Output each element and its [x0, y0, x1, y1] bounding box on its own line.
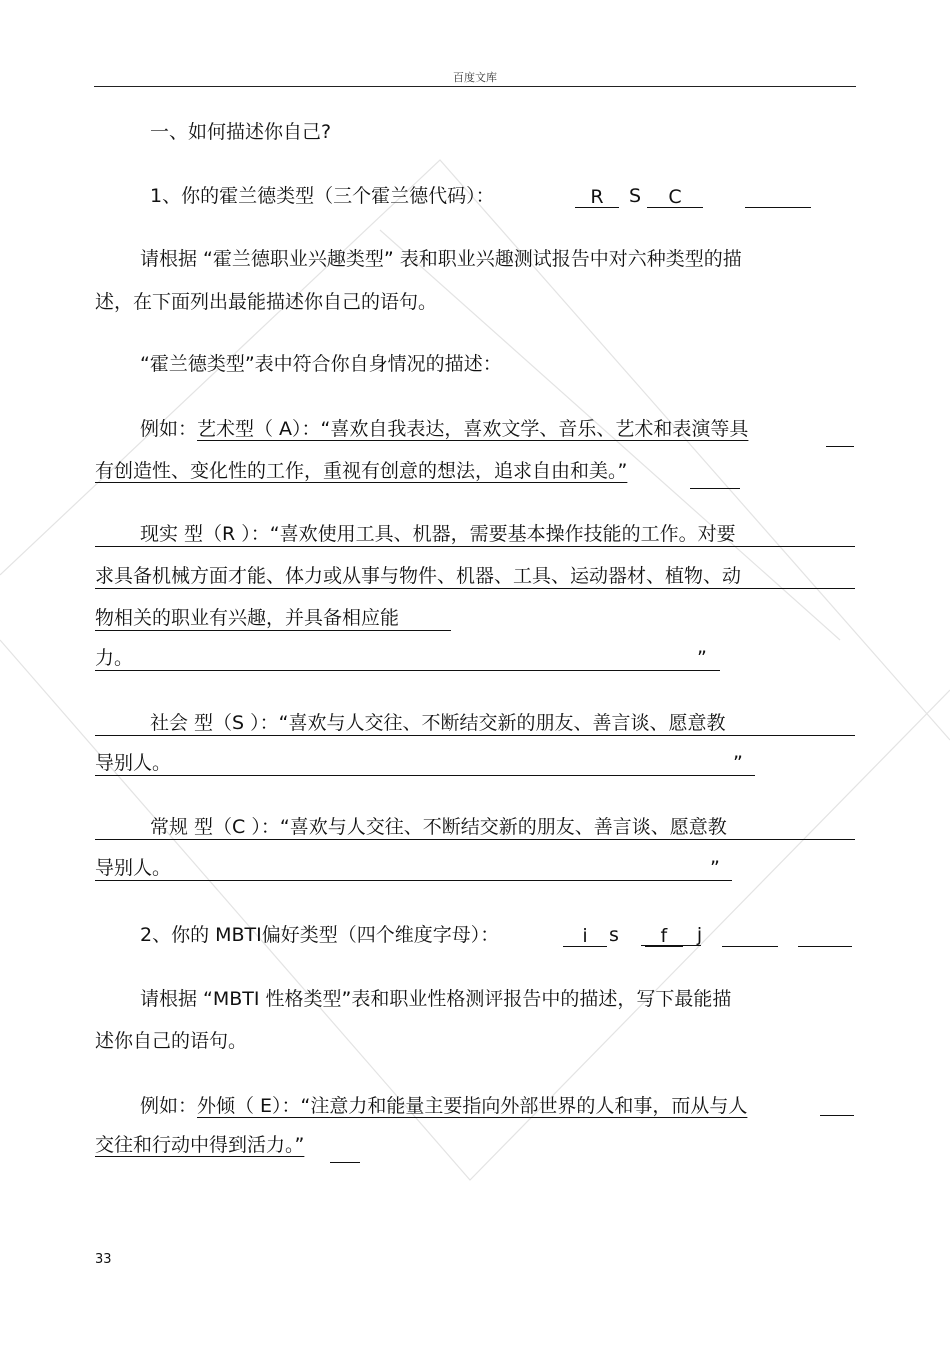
holland-question-label: 1、你的霍兰德类型（三个霍兰德代码）：	[150, 185, 495, 207]
realistic-line2: 求具备机械方面才能、体力或从事与物件、机器、工具、运动器材、植物、动	[95, 565, 742, 587]
holland-subheading: “霍兰德类型”表中符合你自身情况的描述：	[140, 353, 502, 375]
holland-code-4[interactable]	[745, 185, 811, 208]
example-prefix: 例如：	[140, 418, 198, 440]
realistic-underline-1	[95, 546, 855, 547]
realistic-underline-4	[95, 670, 720, 671]
mbti-instruction-line2: 述你自己的语句。	[95, 1030, 248, 1052]
social-line1: 社会 型（S ）：“喜欢与人交往、不断结交新的朋友、善言谈、愿意教	[150, 712, 726, 734]
realistic-close-quote: ”	[697, 647, 707, 669]
section-heading: 一、如何描述你自己?	[150, 121, 332, 143]
example-artistic-text: 艺术型（ A）：“喜欢自我表达，喜欢文学、音乐、艺术和表演等具	[197, 418, 749, 440]
holland-example-line1	[140, 417, 748, 441]
holland-code-blanks	[575, 184, 811, 208]
holland-question	[150, 184, 495, 208]
mbti-example-underline-end	[330, 1162, 360, 1163]
mbti-example-underline-tail	[820, 1115, 854, 1116]
mbti-letter-6[interactable]	[798, 924, 852, 947]
holland-instruction-line1: 请根据 “霍兰德职业兴趣类型” 表和职业兴趣测试报告中对六种类型的描	[140, 248, 742, 270]
holland-code-3[interactable]: C	[647, 185, 703, 208]
mbti-letter-1[interactable]: i	[563, 924, 607, 947]
mbti-instruction-line1: 请根据 “MBTI 性格类型”表和职业性格测评报告中的描述，写下最能描	[140, 988, 732, 1010]
mbti-example-extravert-cont: 交往和行动中得到活力。”	[95, 1134, 305, 1156]
realistic-line1: 现实 型（R ）：“喜欢使用工具、机器，需要基本操作技能的工作。对要	[140, 523, 736, 545]
mbti-question-label: 2、你的 MBTI偏好类型（四个维度字母）：	[140, 924, 500, 946]
realistic-line3: 物相关的职业有兴趣，并具备相应能	[95, 607, 400, 629]
conventional-underline-2	[95, 880, 732, 881]
conventional-line1: 常规 型（C ）：“喜欢与人交往、不断结交新的朋友、善言谈、愿意教	[150, 816, 727, 838]
mbti-example-line1	[140, 1094, 747, 1118]
mbti-letter-blanks	[563, 923, 852, 947]
realistic-underline-2	[95, 588, 855, 589]
holland-example-line2	[95, 459, 627, 483]
conventional-line2: 导别人。	[95, 857, 172, 879]
page-header: 百度文库	[453, 71, 497, 84]
holland-code-1[interactable]: R	[575, 185, 619, 208]
holland-instruction-line2: 述，在下面列出最能描述你自己的语句。	[95, 291, 438, 313]
holland-code-2[interactable]: S	[629, 185, 642, 207]
mbti-letter-5[interactable]	[722, 924, 778, 947]
example-underline-tail	[826, 446, 854, 447]
mbti-example-prefix: 例如：	[140, 1095, 198, 1117]
realistic-underline-3	[95, 630, 451, 631]
mbti-f-j-underline	[641, 945, 701, 946]
example-underline-end	[690, 488, 740, 489]
mbti-example-line2	[95, 1133, 304, 1157]
social-underline-2	[95, 775, 755, 776]
conventional-close-quote: ”	[710, 857, 720, 879]
mbti-letter-2[interactable]: s	[609, 924, 619, 946]
social-underline-1	[95, 735, 855, 736]
mbti-letter-3[interactable]: f	[645, 924, 683, 947]
example-artistic-text-cont: 有创造性、变化性的工作，重视有创意的想法，追求自由和美。”	[95, 460, 628, 482]
social-close-quote: ”	[733, 752, 743, 774]
page-number: 33	[95, 1252, 112, 1267]
realistic-line4: 力。	[95, 647, 134, 669]
social-line2: 导别人。	[95, 752, 172, 774]
conventional-underline-1	[95, 839, 855, 840]
mbti-example-extravert: 外倾（ E）：“注意力和能量主要指向外部世界的人和事，而从与人	[197, 1095, 748, 1117]
header-divider	[94, 86, 856, 87]
mbti-letter-4[interactable]: j	[696, 924, 703, 946]
